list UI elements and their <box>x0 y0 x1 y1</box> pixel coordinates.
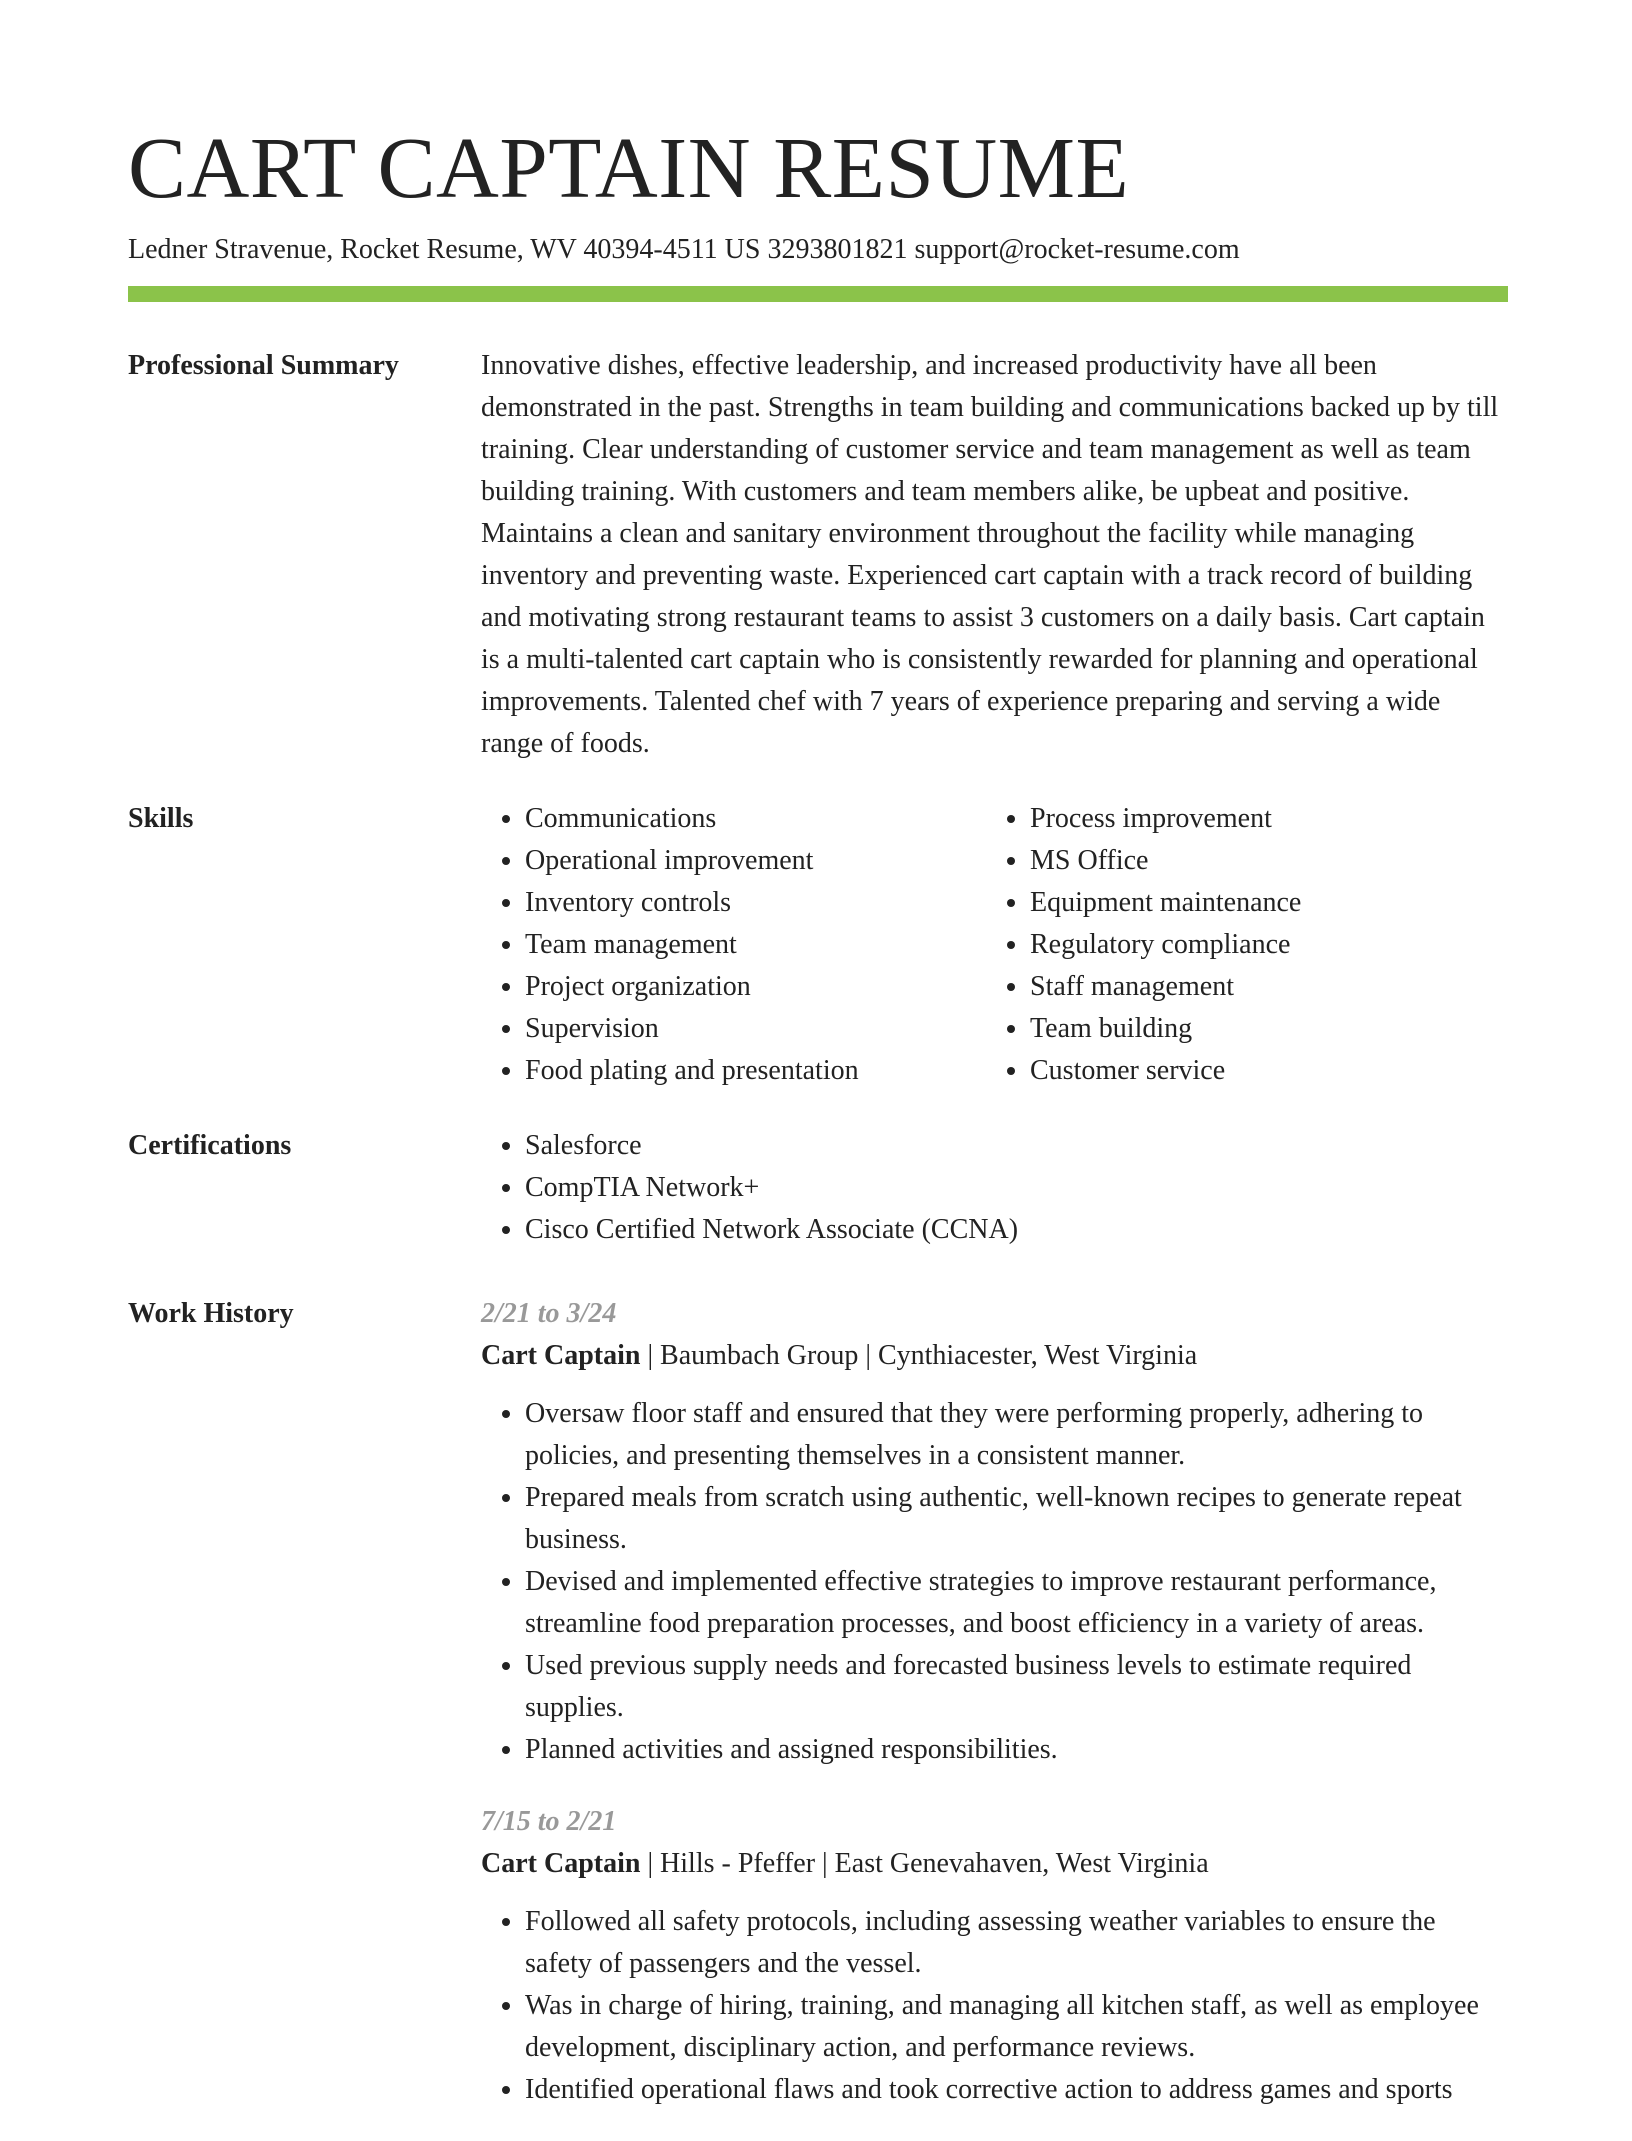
header-divider <box>128 286 1508 302</box>
list-item: • Food plating and presentation <box>525 1050 986 1092</box>
list-item: • Supervision <box>525 1008 986 1050</box>
list-item: • Cisco Certified Network Associate (CCNA) <box>525 1209 1508 1251</box>
resume-title: CART CAPTAIN RESUME <box>128 119 1130 216</box>
list-item: • Customer service <box>1030 1050 1491 1092</box>
job-title: Cart Captain <box>481 1340 641 1371</box>
skills-body <box>481 798 1508 1092</box>
contact-line: Ledner Stravenue, Rocket Resume, WV 40394-4511 US 3293801821 support@rocket-resume.com <box>128 234 1240 265</box>
list-item: • Identified operational flaws and took corrective action to address games and sports <box>525 2069 1508 2111</box>
list-item: • CompTIA Network+ <box>525 1167 1508 1209</box>
list-item: • Operational improvement <box>525 840 986 882</box>
job-title-line <box>481 1335 1508 1377</box>
job-entry <box>481 1293 1508 1771</box>
job-bullets <box>481 1901 1508 2111</box>
list-item: • Process improvement <box>1030 798 1491 840</box>
list-item: • Salesforce <box>525 1125 1508 1167</box>
summary-body <box>481 345 1508 765</box>
list-item: • Inventory controls <box>525 882 986 924</box>
list-item: • Prepared meals from scratch using authentic, well-known recipes to generate repeat business. <box>525 1477 1508 1561</box>
summary-heading: Professional Summary <box>128 350 399 381</box>
skills-list-col1 <box>481 798 986 1092</box>
job-dates: 7/15 to 2/21 <box>481 1806 617 1837</box>
list-item: • Project organization <box>525 966 986 1008</box>
certifications-list <box>481 1125 1508 1251</box>
certifications-heading: Certifications <box>128 1130 292 1161</box>
job-title: Cart Captain <box>481 1848 641 1879</box>
list-item: • Team management <box>525 924 986 966</box>
skills-list-col2 <box>986 798 1491 1092</box>
job-dates: 2/21 to 3/24 <box>481 1298 617 1329</box>
list-item: • Equipment maintenance <box>1030 882 1491 924</box>
list-item: • MS Office <box>1030 840 1491 882</box>
list-item: • Regulatory compliance <box>1030 924 1491 966</box>
job-details: | Baumbach Group | Cynthiacester, West Virginia <box>640 1340 1198 1371</box>
list-item: • Was in charge of hiring, training, and managing all kitchen staff, as well as employee development, disciplinary action, and performance reviews. <box>525 1985 1508 2069</box>
work-history-heading: Work History <box>128 1298 294 1329</box>
list-item: • Followed all safety protocols, including assessing weather variables to ensure the safety of passengers and the vessel. <box>525 1901 1508 1985</box>
list-item: • Staff management <box>1030 966 1491 1008</box>
job-details: | Hills - Pfeffer | East Genevahaven, West Virginia <box>640 1848 1209 1879</box>
work-history-body <box>481 1293 1508 2141</box>
summary-text: Innovative dishes, effective leadership, and increased productivity have all been demonstrated in the past. Strengths in team building and communications backed up by till training. Clear understanding of customer service and team management as well as team building training. With customers and team members alike, be upbeat and positive. Maintains a clean and sanitary environment throughout the facility while managing inventory and preventing waste. Experienced cart captain with a track record of building and motivating strong restaurant teams to assist 3 customers on a daily basis. Cart captain is a multi-talented cart captain who is consistently rewarded for planning and operational improvements. Talented chef with 7 years of experience preparing and serving a wide range of foods. <box>481 350 1499 759</box>
skills-heading: Skills <box>128 803 194 834</box>
list-item: • Communications <box>525 798 986 840</box>
job-bullets <box>481 1393 1508 1771</box>
list-item: • Planned activities and assigned responsibilities. <box>525 1729 1508 1771</box>
list-item: • Team building <box>1030 1008 1491 1050</box>
job-entry <box>481 1801 1508 2111</box>
list-item: • Devised and implemented effective strategies to improve restaurant performance, streamline food preparation processes, and boost efficiency in a variety of areas. <box>525 1561 1508 1645</box>
job-title-line <box>481 1843 1508 1885</box>
certifications-body <box>481 1125 1508 1251</box>
list-item: • Used previous supply needs and forecasted business levels to estimate required supplies. <box>525 1645 1508 1729</box>
list-item: • Oversaw floor staff and ensured that they were performing properly, adhering to policies, and presenting themselves in a consistent manner. <box>525 1393 1508 1477</box>
